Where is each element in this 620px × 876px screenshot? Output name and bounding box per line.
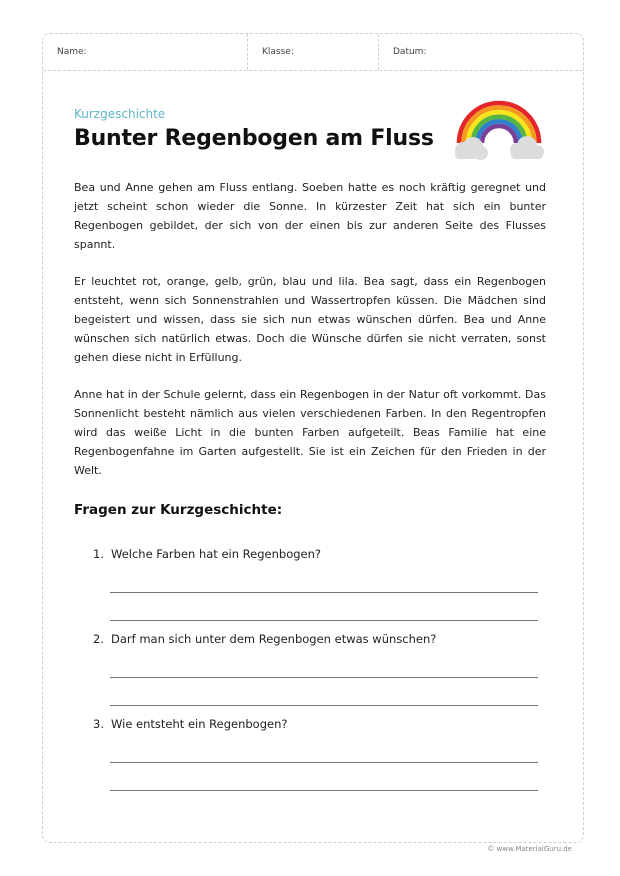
question-number: 2.: [93, 632, 104, 646]
class-label: Klasse:: [262, 47, 294, 57]
page-title: Bunter Regenbogen am Fluss: [74, 126, 434, 151]
answer-line[interactable]: [110, 677, 538, 678]
question-number: 3.: [93, 717, 104, 731]
copyright-notice: © www.MaterialGuru.de: [487, 845, 572, 853]
genre-label: Kurzgeschichte: [74, 107, 166, 121]
date-label: Datum:: [393, 47, 427, 57]
rainbow-band-purple: [482, 126, 516, 143]
answer-line[interactable]: [110, 790, 538, 791]
question-text: Welche Farben hat ein Regenbogen?: [111, 547, 321, 561]
question-number: 1.: [93, 547, 104, 561]
header-fields: [43, 34, 583, 71]
name-field[interactable]: [43, 34, 248, 70]
answer-line[interactable]: [110, 762, 538, 763]
question-1: [93, 547, 538, 561]
date-field[interactable]: [379, 34, 583, 70]
class-field[interactable]: [248, 34, 379, 70]
answer-line[interactable]: [110, 620, 538, 621]
story-text: [74, 178, 546, 498]
question-2: [93, 632, 538, 646]
question-text: Wie entsteht ein Regenbogen?: [111, 717, 288, 731]
answer-line[interactable]: [110, 705, 538, 706]
name-label: Name:: [57, 47, 87, 57]
question-3: [93, 717, 538, 731]
story-paragraph: Anne hat in der Schule gelernt, dass ein Regenbogen in der Natur oft vorkommt. Das Sonnenlicht besteht nämlich aus vielen verschiedenen Farben. In den Regentropfen wird das weiße Licht in die bunten Farben aufgeteilt. Beas Familie hat eine Regenbogenfahne im Garten aufgestellt. Sie ist ein Zeichen für den Frieden in der Welt.: [74, 388, 546, 477]
rainbow-icon: [453, 95, 545, 163]
answer-line[interactable]: [110, 592, 538, 593]
cloud-icon: [455, 136, 544, 160]
story-paragraph: Bea und Anne gehen am Fluss entlang. Soeben hatte es noch kräftig geregnet und jetzt scheint schon wieder die Sonne. In kürzester Zeit hat sich ein bunter Regenbogen gebildet, der sich von der einen bis zur anderen Seite des Flusses spannt.: [74, 181, 546, 251]
story-paragraph: Er leuchtet rot, orange, gelb, grün, blau und lila. Bea sagt, dass ein Regenbogen entsteht, wenn sich Sonnenstrahlen und Wassertropfen küssen. Die Mädchen sind begeistert und wissen, dass sie sich nun etwas wünschen dürfen. Bea und Anne wünschen sich natürlich etwas. Doch die Wünsche dürfen sie nicht verraten, sonst gehen diese nicht in Erfüllung.: [74, 275, 546, 364]
questions-heading: Fragen zur Kurzgeschichte:: [74, 502, 283, 518]
question-text: Darf man sich unter dem Regenbogen etwas wünschen?: [111, 632, 437, 646]
